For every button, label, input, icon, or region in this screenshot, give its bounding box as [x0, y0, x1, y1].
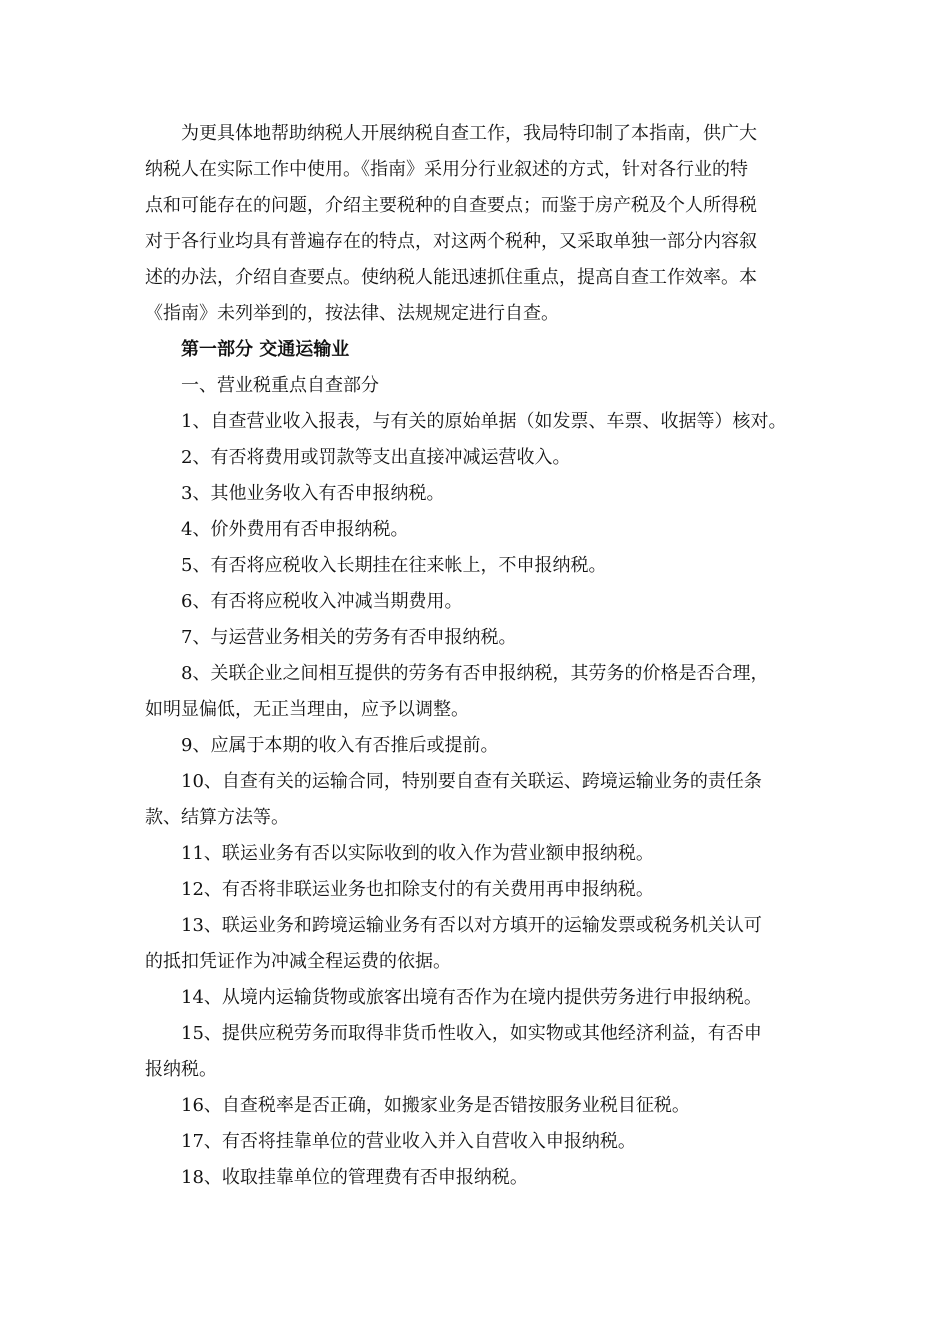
checklist-item-line: 款、结算方法等。 [145, 807, 289, 828]
checklist-item-line: 6、有否将应税收入冲减当期费用。 [181, 591, 463, 612]
checklist-item-line: 9、应属于本期的收入有否推后或提前。 [181, 735, 499, 756]
checklist-item [145, 1016, 825, 1088]
checklist-item [145, 404, 825, 440]
checklist-item-line: 的抵扣凭证作为冲减全程运费的依据。 [145, 951, 451, 972]
intro-paragraph [145, 116, 825, 332]
checklist-item-line: 如明显偏低，无正当理由，应予以调整。 [145, 699, 469, 720]
checklist-item [145, 872, 825, 908]
part-heading: 第一部分 交通运输业 [181, 339, 350, 360]
checklist-item-line: 报纳税。 [145, 1059, 217, 1080]
checklist-item-line: 2、有否将费用或罚款等支出直接冲减运营收入。 [181, 447, 571, 468]
checklist-item [145, 620, 825, 656]
checklist-item [145, 728, 825, 764]
section-heading-row [145, 368, 825, 404]
checklist [145, 404, 825, 1196]
checklist-item-line: 7、与运营业务相关的劳务有否申报纳税。 [181, 627, 517, 648]
checklist-item-line: 17、有否将挂靠单位的营业收入并入自营收入申报纳税。 [181, 1131, 636, 1152]
intro-line: 点和可能存在的问题，介绍主要税种的自查要点；而鉴于房产税及个人所得税 [145, 195, 757, 216]
checklist-item [145, 584, 825, 620]
checklist-item [145, 548, 825, 584]
checklist-item [145, 440, 825, 476]
checklist-item [145, 476, 825, 512]
checklist-item-line: 12、有否将非联运业务也扣除支付的有关费用再申报纳税。 [181, 879, 654, 900]
intro-line: 对于各行业均具有普遍存在的特点，对这两个税种，又采取单独一部分内容叙 [145, 231, 757, 252]
checklist-item-line: 1、自查营业收入报表，与有关的原始单据（如发票、车票、收据等）核对。 [181, 411, 787, 432]
checklist-item-line: 8、关联企业之间相互提供的劳务有否申报纳税，其劳务的价格是否合理， [181, 663, 769, 684]
checklist-item-line: 18、收取挂靠单位的管理费有否申报纳税。 [181, 1167, 528, 1188]
checklist-item-line: 5、有否将应税收入长期挂在往来帐上，不申报纳税。 [181, 555, 607, 576]
checklist-item-line: 4、价外费用有否申报纳税。 [181, 519, 409, 540]
intro-line: 纳税人在实际工作中使用。《指南》采用分行业叙述的方式，针对各行业的特 [145, 159, 748, 180]
checklist-item [145, 908, 825, 980]
document-body [145, 116, 825, 1196]
checklist-item-line: 15、提供应税劳务而取得非货币性收入，如实物或其他经济利益，有否申 [181, 1023, 762, 1044]
checklist-item [145, 980, 825, 1016]
part-heading-row [145, 332, 825, 368]
intro-line: 为更具体地帮助纳税人开展纳税自查工作，我局特印制了本指南，供广大 [181, 123, 757, 144]
checklist-item [145, 764, 825, 836]
checklist-item-line: 13、联运业务和跨境运输业务有否以对方填开的运输发票或税务机关认可 [181, 915, 762, 936]
checklist-item-line: 14、从境内运输货物或旅客出境有否作为在境内提供劳务进行申报纳税。 [181, 987, 762, 1008]
checklist-item-line: 3、其他业务收入有否申报纳税。 [181, 483, 445, 504]
checklist-item [145, 1124, 825, 1160]
section-heading: 一、营业税重点自查部分 [181, 375, 379, 396]
checklist-item-line: 11、联运业务有否以实际收到的收入作为营业额申报纳税。 [181, 843, 654, 864]
checklist-item [145, 656, 825, 728]
checklist-item-line: 10、自查有关的运输合同，特别要自查有关联运、跨境运输业务的责任条 [181, 771, 762, 792]
checklist-item [145, 1160, 825, 1196]
checklist-item [145, 1088, 825, 1124]
checklist-item-line: 16、自查税率是否正确，如搬家业务是否错按服务业税目征税。 [181, 1095, 690, 1116]
checklist-item [145, 836, 825, 872]
intro-line: 《指南》未列举到的，按法律、法规规定进行自查。 [145, 303, 559, 324]
checklist-item [145, 512, 825, 548]
intro-line: 述的办法，介绍自查要点。使纳税人能迅速抓住重点，提高自查工作效率。本 [145, 267, 757, 288]
